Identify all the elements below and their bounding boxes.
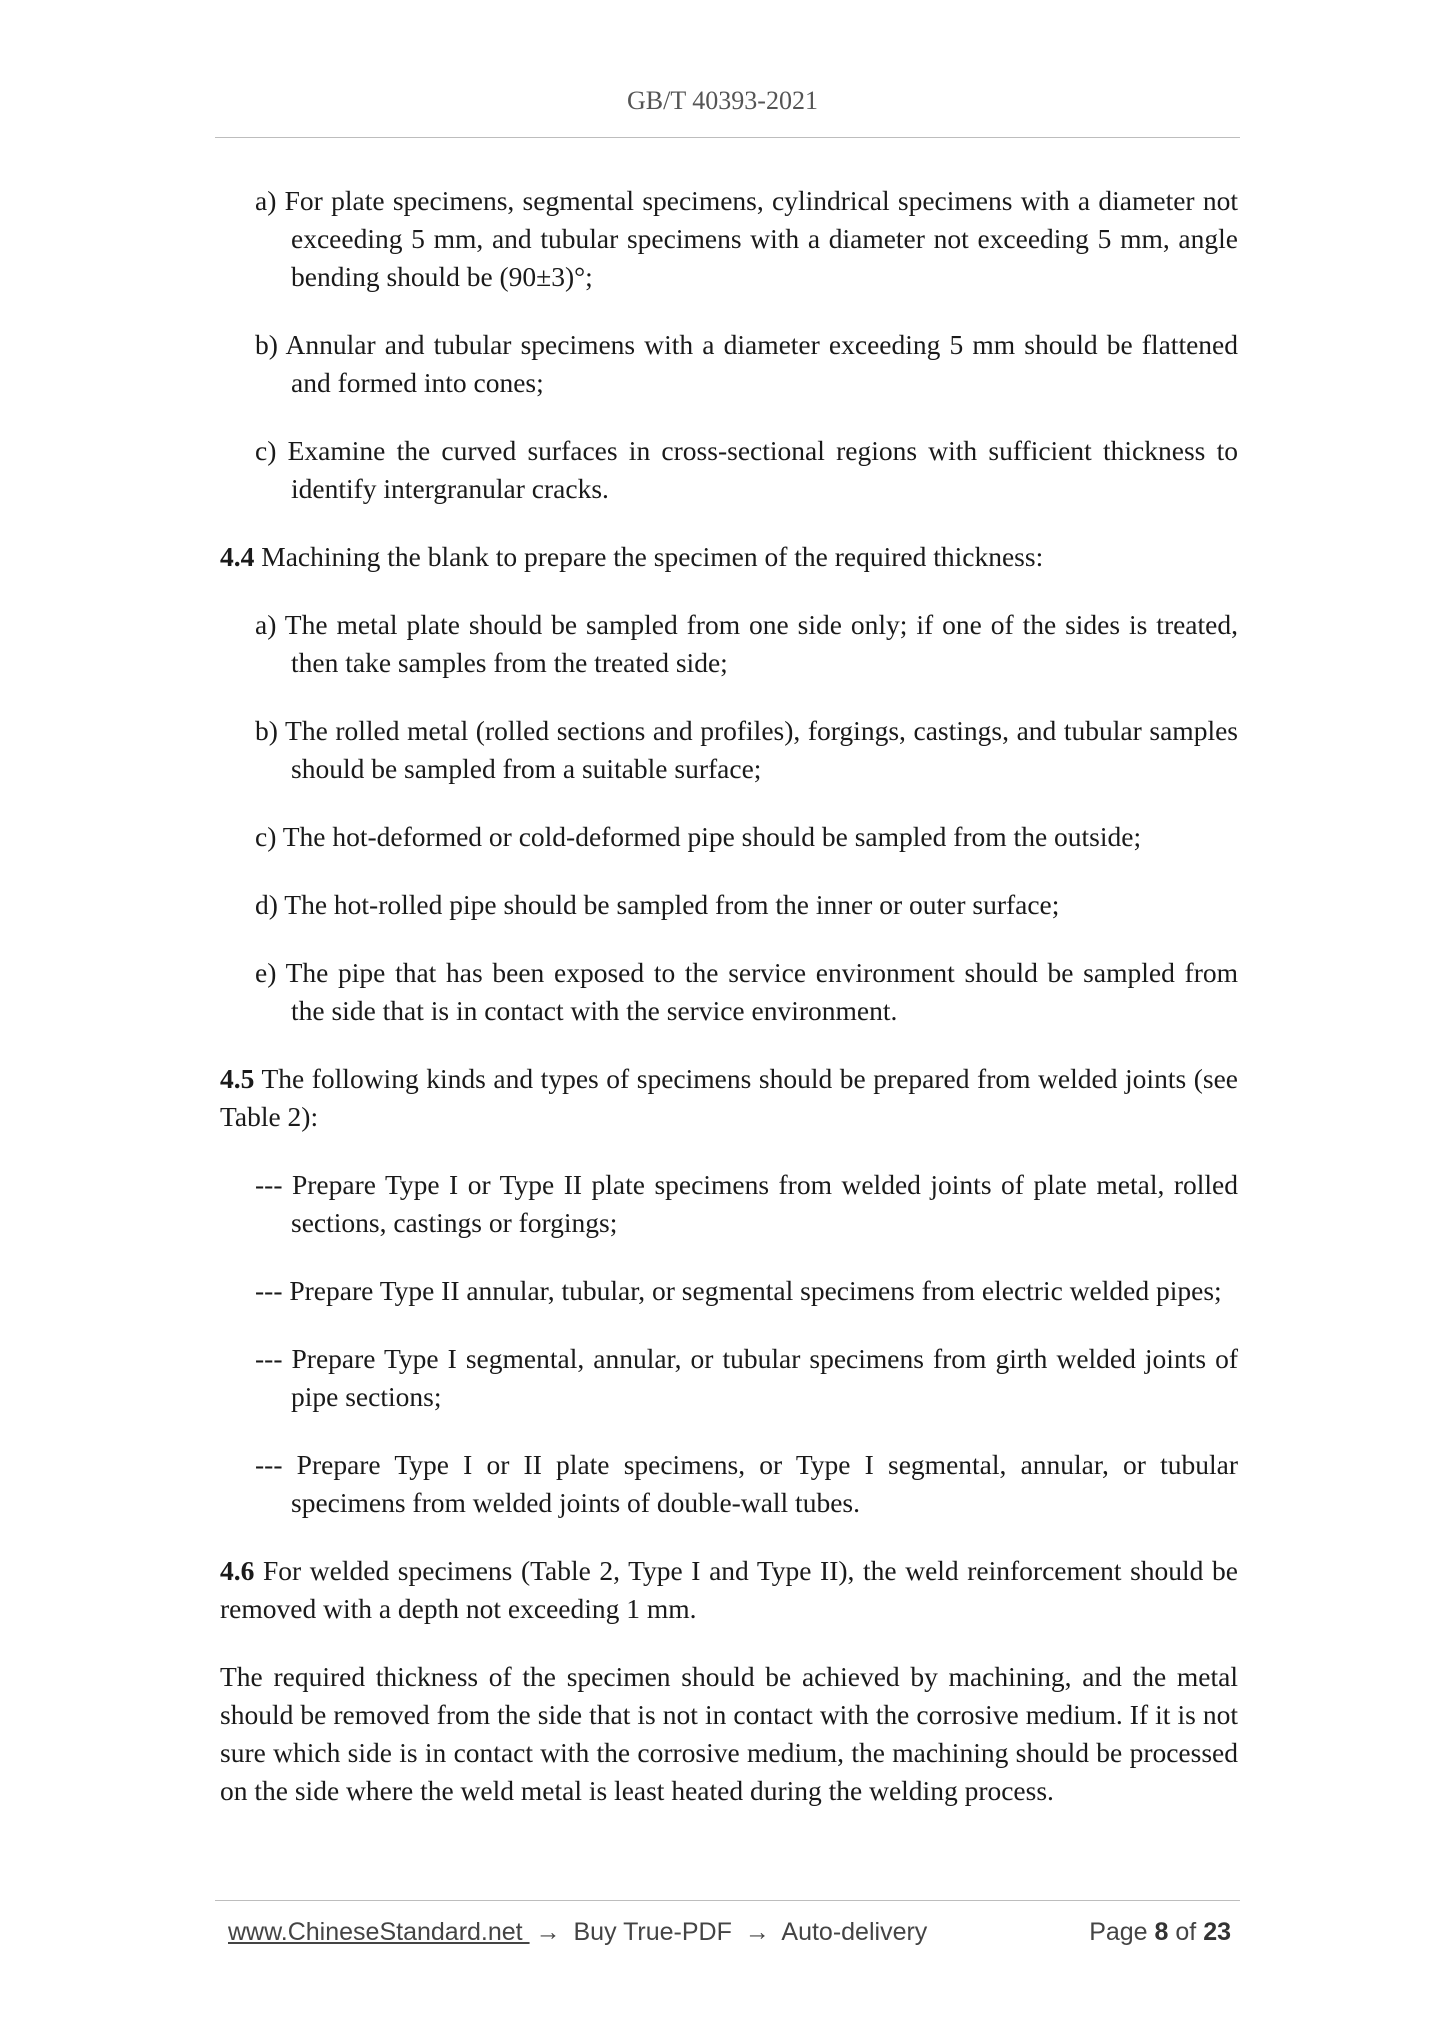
list-item-4-3-a: a) For plate specimens, segmental specimens, cylindrical specimens with a diameter not exceeding 5 mm, and tubular specimens with a diameter not exceeding 5 mm, angle bending should be (90±3)°;	[255, 185, 1238, 292]
buy-true-pdf-text: Buy True-PDF	[566, 1918, 739, 1946]
page-current: 8	[1154, 1918, 1169, 1946]
list-item-4-4-b: b) The rolled metal (rolled sections and profiles), forgings, castings, and tubular samples should be sampled from a suitable surface;	[255, 715, 1238, 784]
list-item-4-4-e: e) The pipe that has been exposed to the service environment should be sampled from the side that is in contact with the service environment.	[255, 957, 1238, 1026]
section-number: 4.5	[220, 1063, 255, 1094]
list-item-4-5-2: --- Prepare Type II annular, tubular, or segmental specimens from electric welded pipes;	[255, 1275, 1222, 1306]
section-number: 4.6	[220, 1555, 255, 1586]
auto-delivery-text: Auto-delivery	[775, 1918, 928, 1946]
list-item-4-4-a: a) The metal plate should be sampled from one side only; if one of the sides is treated, then take samples from the treated side;	[255, 609, 1238, 678]
arrow-right-icon: →	[535, 1918, 561, 1946]
page-total: 23	[1203, 1918, 1231, 1946]
arrow-right-icon: →	[744, 1918, 770, 1946]
page-footer	[228, 1918, 1231, 1954]
list-item-4-5-3: --- Prepare Type I segmental, annular, or tubular specimens from girth welded joints of pipe sections;	[255, 1343, 1238, 1412]
section-4-6-paragraph	[220, 1552, 1238, 1628]
list-item-4-5-4: --- Prepare Type I or II plate specimens, or Type I segmental, annular, or tubular specimens from welded joints of double-wall tubes.	[255, 1449, 1238, 1518]
list-item-4-5-1: --- Prepare Type I or Type II plate specimens from welded joints of plate metal, rolled sections, castings or forgings;	[255, 1169, 1238, 1238]
chinesestandard-link[interactable]: www.ChineseStandard.net	[228, 1918, 530, 1946]
page-of-label: of	[1168, 1918, 1204, 1946]
section-text: For welded specimens (Table 2, Type I and Type II), the weld reinforcement should be removed with a depth not exceeding 1 mm.	[220, 1555, 1238, 1624]
footer-divider	[215, 1900, 1240, 1901]
section-4-5-paragraph	[220, 1060, 1238, 1136]
list-item-4-4-c: c) The hot-deformed or cold-deformed pipe should be sampled from the outside;	[255, 821, 1142, 852]
document-header-id: GB/T 40393-2021	[627, 86, 818, 115]
document-body	[220, 182, 1238, 1840]
closing-paragraph: The required thickness of the specimen should be achieved by machining, and the metal should be removed from the side that is not in contact with the corrosive medium. If it is not sure which side is in contact with the corrosive medium, the machining should be processed on the side where the weld metal is least heated during the welding process.	[220, 1661, 1238, 1806]
list-item-4-3-b: b) Annular and tubular specimens with a diameter exceeding 5 mm should be flattened and formed into cones;	[255, 329, 1238, 398]
page-label: Page	[1089, 1918, 1155, 1946]
footer-promo	[228, 1918, 927, 1947]
section-number: 4.4	[220, 541, 255, 572]
section-text: The following kinds and types of specimens should be prepared from welded joints (see Table 2):	[220, 1063, 1238, 1132]
page-indicator	[1089, 1918, 1231, 1947]
section-4-4-heading	[220, 538, 1238, 576]
section-text: Machining the blank to prepare the specimen of the required thickness:	[254, 541, 1044, 572]
header-divider	[215, 137, 1240, 138]
list-item-4-4-d: d) The hot-rolled pipe should be sampled from the inner or outer surface;	[255, 889, 1060, 920]
list-item-4-3-c: c) Examine the curved surfaces in cross-sectional regions with sufficient thickness to identify intergranular cracks.	[255, 435, 1238, 504]
